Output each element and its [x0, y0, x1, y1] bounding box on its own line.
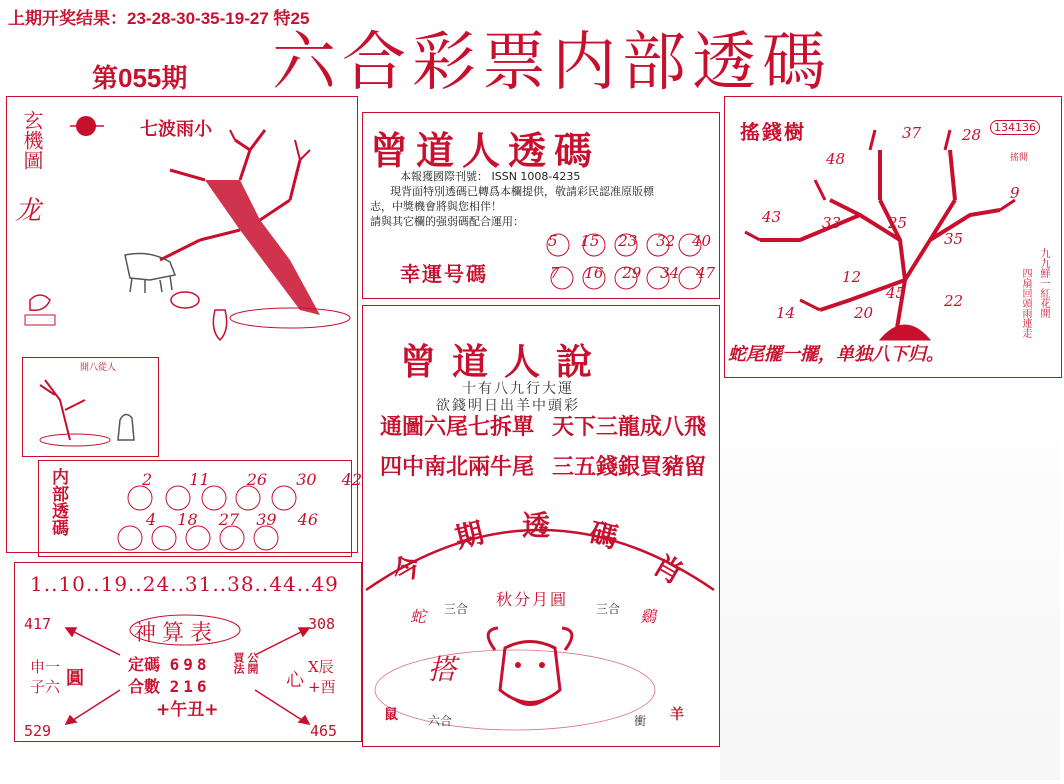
tree-num: 48: [826, 150, 846, 168]
lucky-num: 16: [584, 264, 604, 282]
calc-num-tr: 308: [308, 615, 336, 633]
calc-row1-label: 定碼: [128, 655, 161, 674]
xuanji-title: 玄機圖: [20, 110, 44, 170]
jinqi-rat: 鼠: [384, 707, 398, 723]
tree-num: 20: [854, 304, 874, 322]
zeng-says-line2b: 三五錢銀買豬留: [552, 455, 707, 480]
calc-row2-label: 合數: [128, 677, 161, 696]
jinqi-sanhe2: 三合: [596, 602, 621, 616]
money-tree-side2: 四扇回頭雨連走: [1020, 268, 1031, 338]
calc-side1: 買法: [232, 652, 245, 674]
calc-zodiac: +午丑+: [156, 700, 219, 720]
money-tree-side1: 九九鮮一紅花開: [1038, 248, 1049, 318]
tree-num: 45: [886, 284, 906, 302]
calc-left-text1: 申一: [30, 658, 61, 676]
money-tree-title: 搖錢樹: [740, 120, 806, 144]
tree-num: 28: [962, 126, 982, 144]
tree-num: 35: [944, 230, 964, 248]
lucky-num: 15: [580, 232, 600, 250]
inner-code-label: 内部透碼: [48, 468, 68, 536]
tree-num: 33: [822, 214, 842, 232]
tree-num: 14: [776, 304, 796, 322]
jinqi-c4: 碼: [586, 516, 622, 555]
zeng-says-sub1: 十有八九行大運: [462, 381, 574, 397]
calc-numbers: 1..10..19..24..31..38..44..49: [30, 572, 339, 596]
jinqi-center: 秋分月圓: [496, 590, 569, 609]
calc-row2-value: 216: [169, 677, 211, 696]
zeng-top-line2: 現背面特別透碼已轉爲本欄提供，敬請彩民認准原版標: [390, 185, 654, 198]
calc-row1-value: 698: [169, 655, 211, 674]
calc-side2: 公開: [246, 652, 259, 674]
jinqi-c5: 肖: [647, 548, 689, 591]
calc-right-text1: X辰: [308, 658, 334, 676]
lucky-num: 29: [622, 264, 642, 282]
lucky-numbers-label: 幸運号碼: [400, 262, 488, 286]
jinqi-c1: 今: [386, 548, 428, 591]
money-tree-stamp-sub: 搖開: [1010, 153, 1029, 163]
last-result-text: 上期开奖结果：23-28-30-35-19-27 特25: [8, 9, 310, 28]
inner-code-num: 30: [296, 470, 317, 489]
tree-num: 43: [762, 208, 782, 226]
jinqi-c3: 透: [522, 509, 551, 542]
lucky-num: 7: [550, 264, 560, 282]
tree-num: 12: [842, 268, 862, 286]
money-tree-stamp: 134136: [990, 120, 1040, 135]
zeng-top-line1: 本報獲國際刊號： ISSN 1008-4235: [400, 170, 581, 183]
inner-code-num: 46: [297, 510, 318, 529]
zeng-says-line2a: 四中南北兩牛尾: [380, 455, 535, 480]
zeng-says-sub2: 欲錢明日出羊中頭彩: [436, 398, 580, 414]
zeng-top-title: 曾道人透碼: [370, 128, 601, 173]
inner-code-num: 11: [189, 470, 210, 489]
inner-code-num: 4: [146, 510, 157, 529]
jinqi-chong: 衝: [634, 714, 647, 728]
calc-left-circle: 圓: [66, 668, 84, 689]
tree-num: 9: [1010, 184, 1020, 202]
calc-title: 神算表: [134, 621, 219, 646]
calc-num-br: 465: [310, 722, 338, 740]
zeng-says-line1b: 天下三龍成八飛: [552, 415, 707, 440]
issue-number: 第055期: [92, 63, 188, 93]
jinqi-sheep: 羊: [670, 707, 684, 723]
calc-num-tl: 417: [24, 615, 52, 633]
zeng-top-line3: 志，中獎機會將與您相伴！: [370, 200, 502, 213]
zeng-says-line1a: 通圖六尾七拆單: [380, 415, 535, 440]
xuanji-caption: 七波雨小: [140, 119, 212, 140]
inner-code-num: 2: [142, 470, 153, 489]
tree-num: 25: [888, 214, 908, 232]
jinqi-c2: 期: [451, 516, 487, 555]
inner-code-num: 26: [246, 470, 268, 489]
tree-num: 37: [902, 124, 922, 142]
calc-right-text2: +酉: [308, 678, 336, 696]
jinqi-snake: 蛇: [410, 607, 427, 626]
lucky-num: 47: [695, 264, 716, 282]
small-picture-caption: 開八從人: [80, 363, 117, 373]
lucky-num: 34: [660, 264, 680, 282]
lucky-num: 32: [656, 232, 676, 250]
inner-code-num: 42: [341, 470, 362, 489]
jinqi-liuhe: 六合: [428, 714, 453, 728]
calc-num-bl: 529: [24, 722, 52, 740]
inner-code-num: 39: [256, 510, 277, 529]
zeng-top-line4: 請與其它欄的强弱碼配合運用：: [370, 215, 524, 228]
calc-right-heart: 心: [286, 670, 304, 691]
tree-num: 22: [944, 292, 964, 310]
page-title: 六合彩票内部透碼: [272, 26, 832, 100]
blank-panel: [720, 380, 1060, 780]
xuanji-char: 龙: [15, 196, 42, 226]
zeng-says-title: 曾道人說: [400, 341, 609, 383]
jinqi-da: 搭: [428, 653, 457, 686]
lucky-num: 23: [618, 232, 638, 250]
jinqi-sanhe1: 三合: [444, 602, 469, 616]
jinqi-rooster: 鷄: [640, 607, 657, 626]
lucky-num: 40: [691, 232, 712, 250]
money-tree-caption: 蛇尾擺一擺，单独八下归。: [728, 344, 944, 365]
lucky-num: 5: [548, 232, 558, 250]
calc-left-text2: 子六: [30, 678, 61, 696]
inner-code-num: 18: [177, 510, 198, 529]
inner-code-num: 27: [218, 510, 240, 529]
